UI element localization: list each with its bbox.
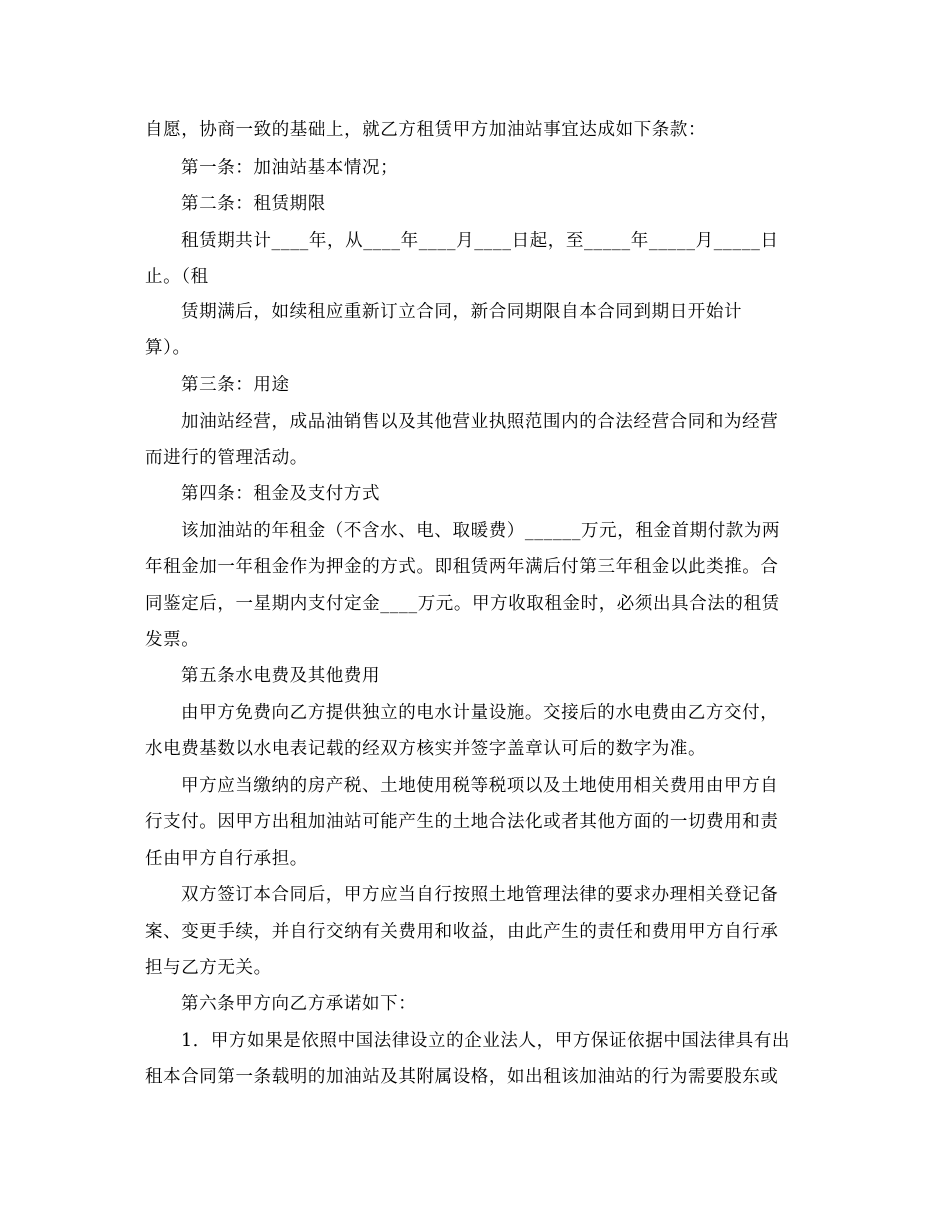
text-line: 而进行的管理活动。 [145,448,308,468]
text-line: 担与乙方无关。 [145,958,272,978]
text-line: 甲方应当缴纳的房产税、土地使用税等税项以及土地使用相关费用由甲方自 [181,776,779,796]
text-line: 水电费基数以水电表记载的经双方核实并签字盖章认可后的数字为准。 [145,739,707,759]
text-line: 加油站经营，成品油销售以及其他营业执照范围内的合法经营合同和为经营 [181,412,779,432]
text-line: 该加油站的年租金（不含水、电、取暖费）______万元，租金首期付款为两 [181,521,781,541]
text-line: 行支付。因甲方出租加油站可能产生的土地合法化或者其他方面的一切费用和责 [145,812,779,832]
clause-heading: 第四条：租金及支付方式 [181,484,381,504]
text-line: 由甲方免费向乙方提供独立的电水计量设施。交接后的水电费由乙方交付， [181,703,779,723]
text-line: 1．甲方如果是依照中国法律设立的企业法人，甲方保证依据中国法律具有出 [181,1031,791,1051]
clause-heading: 第二条：租赁期限 [181,194,326,214]
text-line: 算）。 [145,338,191,358]
clause-heading: 第六条甲方向乙方承诺如下： [181,994,417,1014]
text-line: 止。（租 [145,267,209,287]
text-line: 租赁期共计____年，从____年____月____日起，至_____年_____月_____日 [181,231,779,251]
text-line: 赁期满后，如续租应重新订立合同，新合同期限自本合同到期日开始计 [181,302,743,322]
text-line: 自愿，协商一致的基础上，就乙方租赁甲方加油站事宜达成如下条款： [145,120,707,140]
clause-heading: 第一条：加油站基本情况； [181,158,399,178]
text-line: 发票。 [145,630,200,650]
clause-heading: 第五条水电费及其他费用 [181,666,381,686]
text-line: 同鉴定后，一星期内支付定金____万元。甲方收取租金时，必须出具合法的租赁 [145,594,780,614]
text-line: 案、变更手续，并自行交纳有关费用和收益，由此产生的责任和费用甲方自行承 [145,922,779,942]
text-line: 年租金加一年租金作为押金的方式。即租赁两年满后付第三年租金以此类推。合 [145,557,779,577]
clause-heading: 第三条：用途 [181,375,290,395]
text-line: 双方签订本合同后，甲方应当自行按照土地管理法律的要求办理相关登记备 [181,885,779,905]
text-line: 任由甲方自行承担。 [145,849,308,869]
text-line: 租本合同第一条载明的加油站及其附属设格，如出租该加油站的行为需要股东或 [145,1067,779,1087]
